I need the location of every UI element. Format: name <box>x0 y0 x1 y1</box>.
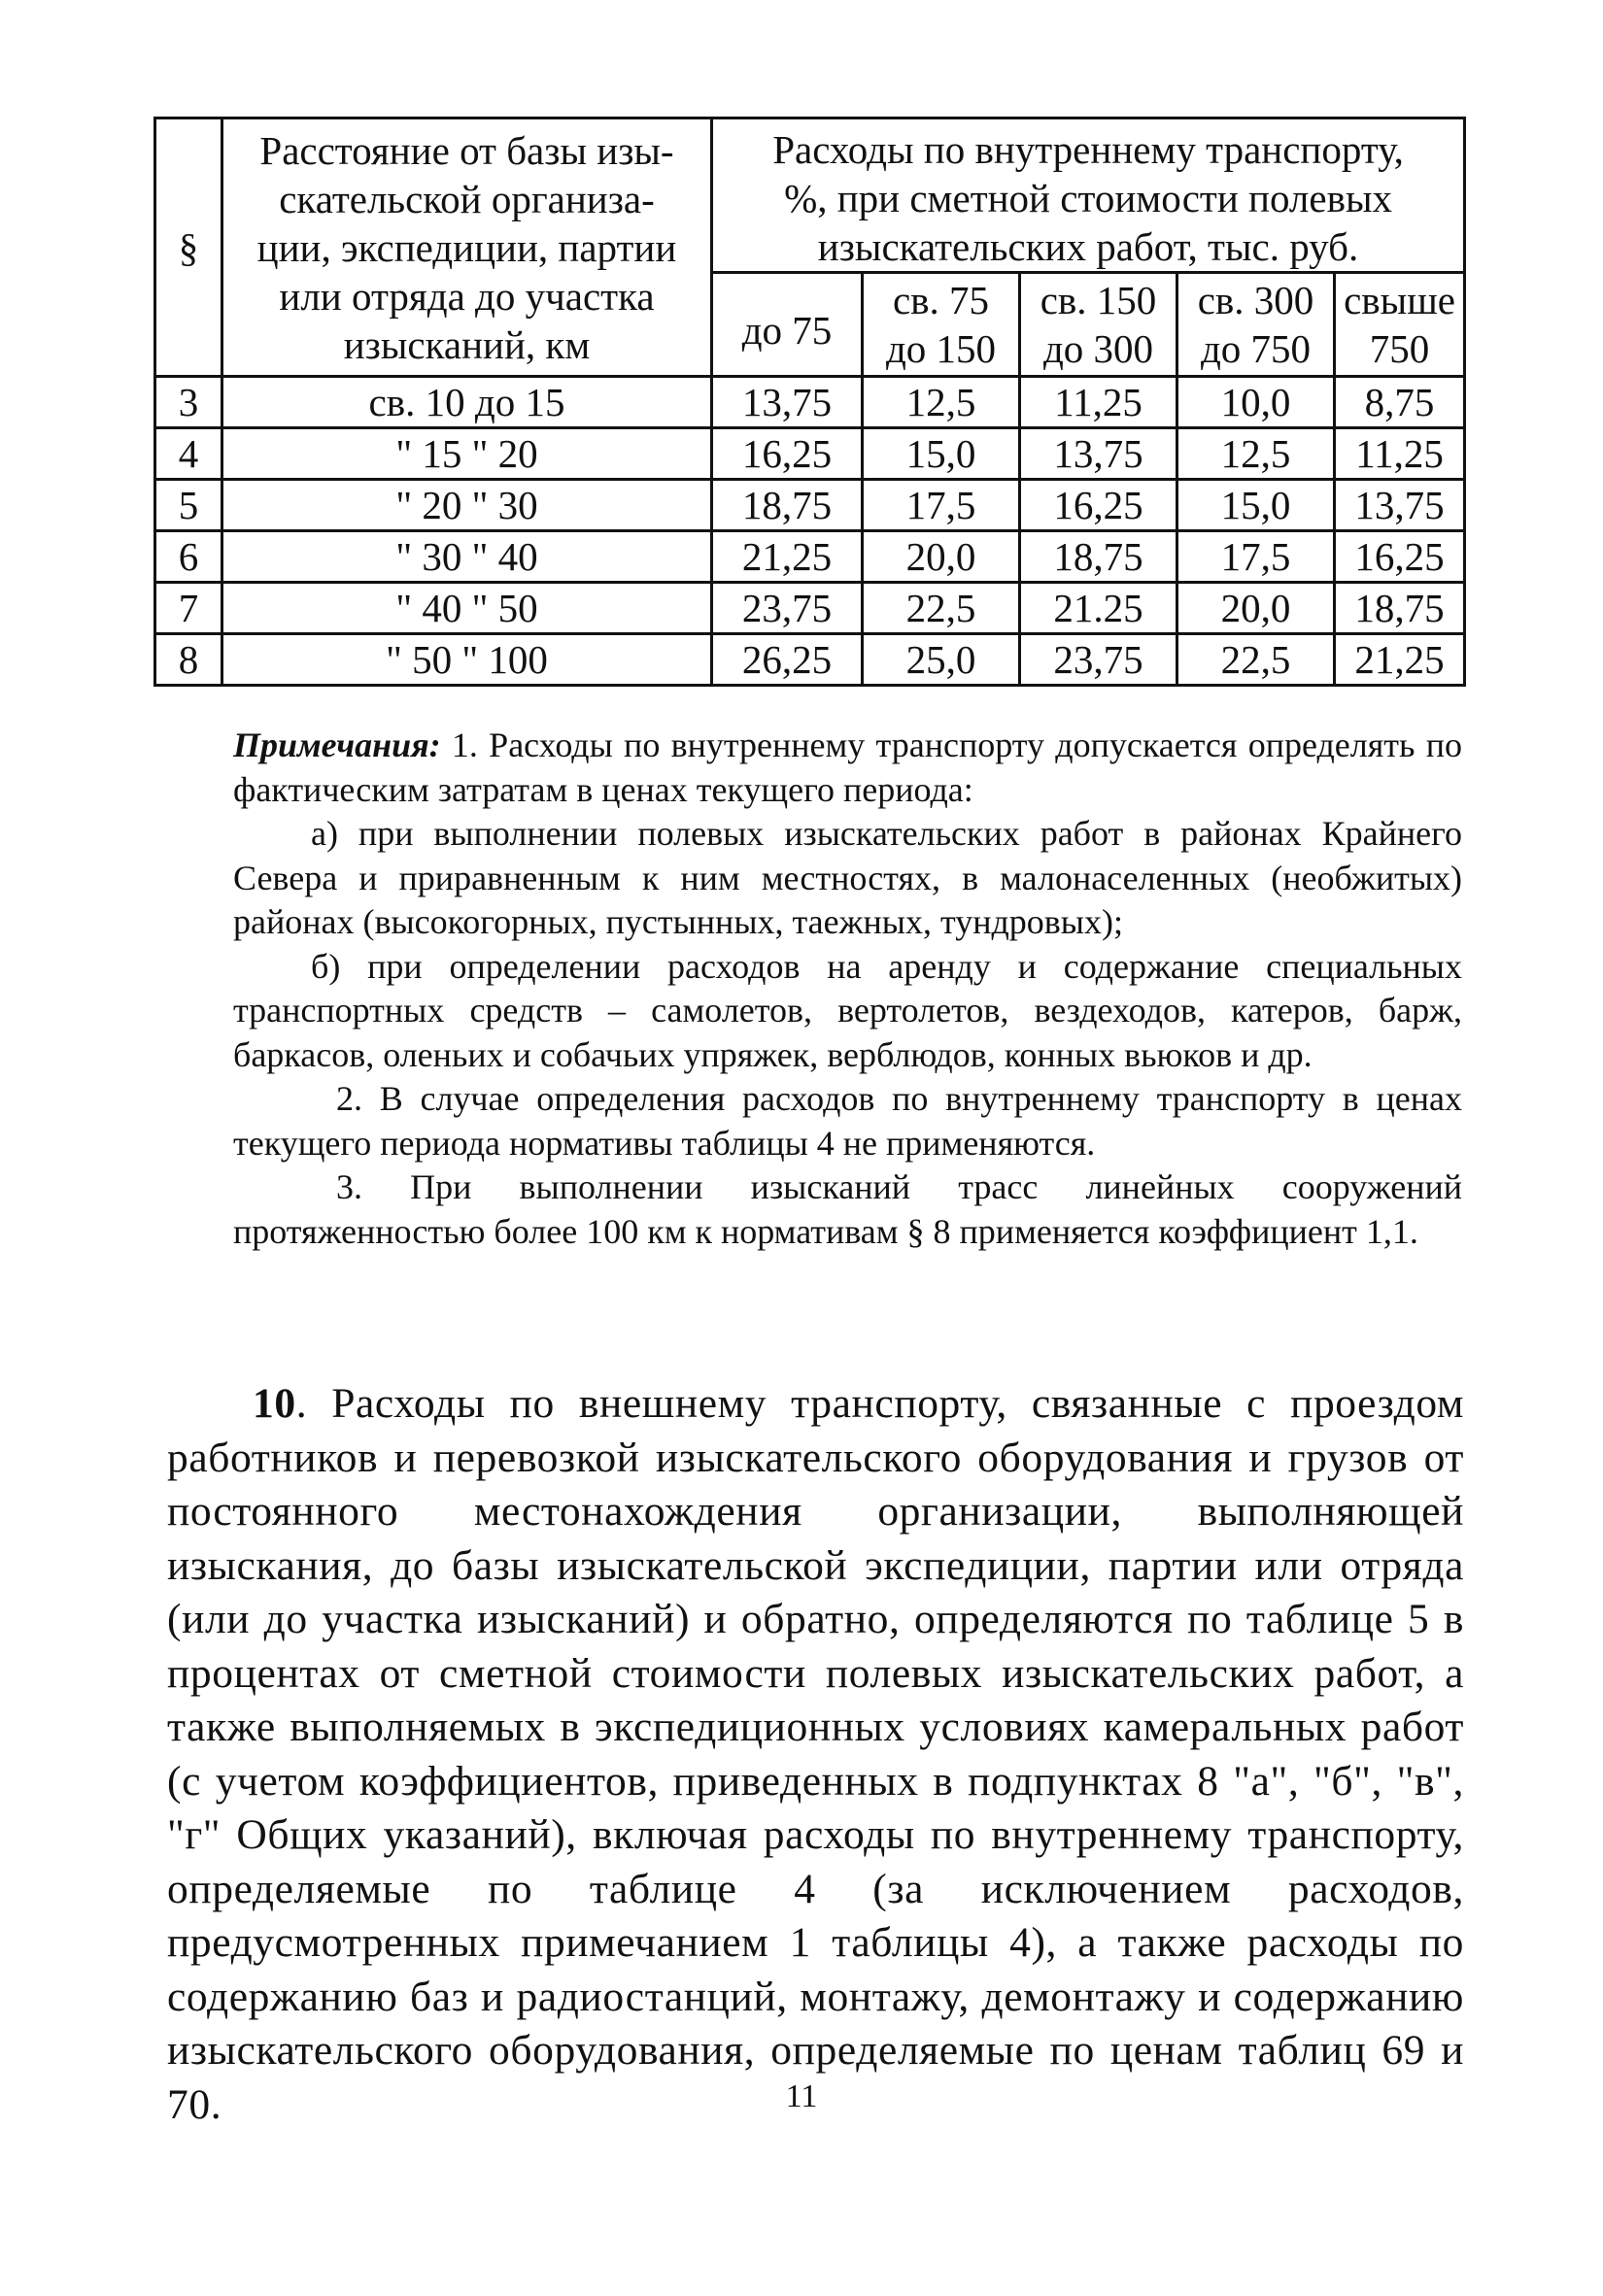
row-section-cell: 3 <box>155 377 222 428</box>
row-value-cell: 13,75 <box>1020 428 1177 480</box>
row-section-cell: 5 <box>155 480 222 531</box>
row-distance-cell: св. 10 до 15 <box>222 377 712 428</box>
header-cost-column-line: до 300 <box>1042 326 1154 371</box>
header-costs <box>712 118 1465 273</box>
row-section-cell: 6 <box>155 531 222 583</box>
row-section-cell: 4 <box>155 428 222 480</box>
header-cost-column <box>1020 273 1177 377</box>
row-value-cell: 21.25 <box>1020 583 1177 634</box>
header-costs-line: Расходы по внутреннему транспорту, <box>772 127 1404 172</box>
row-distance-cell: " 50 " 100 <box>222 634 712 686</box>
header-costs-line: %, при сметной стоимости полевых <box>784 176 1392 220</box>
table-row <box>155 428 1465 480</box>
paragraph-10-text <box>167 1377 1464 2132</box>
row-value-cell: 21,25 <box>712 531 863 583</box>
row-value-cell: 17,5 <box>1177 531 1335 583</box>
header-cost-column-line: свыше <box>1344 278 1455 322</box>
row-distance-cell: " 40 " 50 <box>222 583 712 634</box>
row-section-cell: 8 <box>155 634 222 686</box>
page-number: 11 <box>785 2078 818 2114</box>
row-value-cell: 23,75 <box>712 583 863 634</box>
note-2: 2. В случае определения расходов по внутреннему транспорту в ценах текущего периода нормативы таблицы 4 не применяются. <box>233 1079 1462 1163</box>
note-3: 3. При выполнении изысканий трасс линейных сооружений протяженностью более 100 км к нормативам § 8 применяется коэффициент 1,1. <box>233 1167 1462 1251</box>
row-value-cell: 12,5 <box>863 377 1020 428</box>
header-cost-column-line: 750 <box>1369 326 1430 371</box>
table-row <box>155 583 1465 634</box>
row-value-cell: 21,25 <box>1335 634 1465 686</box>
row-value-cell: 25,0 <box>863 634 1020 686</box>
header-cost-column <box>1177 273 1335 377</box>
row-value-cell: 23,75 <box>1020 634 1177 686</box>
header-cost-column-line: св. 300 <box>1197 278 1314 322</box>
header-distance-line: изысканий, км <box>343 321 591 367</box>
internal-transport-costs-table <box>153 117 1466 687</box>
row-value-cell: 16,25 <box>712 428 863 480</box>
header-costs-line: изыскательских работ, тыс. руб. <box>817 224 1359 269</box>
row-value-cell: 12,5 <box>1177 428 1335 480</box>
header-distance-line: скательской организа- <box>279 176 655 221</box>
header-cost-column <box>863 273 1020 377</box>
header-distance-line: ции, экспедиции, партии <box>256 224 677 270</box>
row-value-cell: 10,0 <box>1177 377 1335 428</box>
table-body <box>155 377 1465 686</box>
row-value-cell: 11,25 <box>1020 377 1177 428</box>
note-1b: б) при определении расходов на аренду и содержание специальных транспортных средств – самолетов, вертолетов, вездеходов, катеров, барж, баркасов, оленьих и собачьих упряжек, верблюдов, конных вьюков и др. <box>233 946 1462 1074</box>
header-cost-column-line: до 150 <box>885 326 997 371</box>
row-value-cell: 16,25 <box>1335 531 1465 583</box>
row-value-cell: 18,75 <box>1020 531 1177 583</box>
row-value-cell: 16,25 <box>1020 480 1177 531</box>
note-1a: а) при выполнении полевых изыскательских работ в районах Крайнего Севера и приравненным к ним местностях, в малонаселенных (необжитых) районах (высокогорных, пустынных, таежных, тундровых); <box>233 814 1462 941</box>
header-cost-column-line: до 75 <box>741 308 833 353</box>
table-row <box>155 480 1465 531</box>
header-distance <box>222 118 712 377</box>
table-row <box>155 634 1465 686</box>
header-cost-column <box>712 273 863 377</box>
row-value-cell: 18,75 <box>1335 583 1465 634</box>
table-header-row <box>155 118 1465 273</box>
row-distance-cell: " 15 " 20 <box>222 428 712 480</box>
row-value-cell: 8,75 <box>1335 377 1465 428</box>
row-value-cell: 26,25 <box>712 634 863 686</box>
header-cost-column-line: св. 75 <box>892 278 990 322</box>
note-1 <box>233 724 1462 812</box>
note-1-text: 1. Расходы по внутреннему транспорту допускается определять по фактическим затратам в ценах текущего периода: <box>233 726 1462 809</box>
notes-block <box>233 724 1462 1254</box>
header-distance-line: Расстояние от базы изы- <box>259 127 674 173</box>
row-value-cell: 13,75 <box>1335 480 1465 531</box>
row-value-cell: 11,25 <box>1335 428 1465 480</box>
header-cost-column-line: св. 150 <box>1040 278 1157 322</box>
header-cost-column <box>1335 273 1465 377</box>
paragraph-10 <box>167 1377 1464 2132</box>
header-section-sign: § <box>155 118 222 377</box>
table-row <box>155 531 1465 583</box>
row-value-cell: 22,5 <box>863 583 1020 634</box>
paragraph-body: . Расходы по внешнему транспорту, связанные с проездом работников и перевозкой изыскательского оборудования и грузов от постоянного местонахождения организации, выполняющей изыскания, до базы изыскательской экспедиции, партии или отряда (или до участка изысканий) и обратно, определяются по таблице 5 в процентах от сметной стоимости полевых изыскательских работ, а также выполняемых в экспедиционных условиях камеральных работ (с учетом коэффициентов, приведенных в подпунктах 8 "а", "б", "в", "г" Общих указаний), включая расходы по внутреннему транспорту, определяемые по таблице 4 (за исключением расходов, предусмотренных примечанием 1 таблицы 4), а также расходы по содержанию баз и радиостанций, монтажу, демонтажу и содержанию изыскательского оборудования, определяемые по ценам таблиц 69 и 70. <box>167 1380 1464 2128</box>
row-value-cell: 15,0 <box>1177 480 1335 531</box>
row-value-cell: 22,5 <box>1177 634 1335 686</box>
row-value-cell: 13,75 <box>712 377 863 428</box>
row-value-cell: 18,75 <box>712 480 863 531</box>
row-distance-cell: " 20 " 30 <box>222 480 712 531</box>
row-value-cell: 20,0 <box>863 531 1020 583</box>
row-value-cell: 17,5 <box>863 480 1020 531</box>
table-row <box>155 377 1465 428</box>
paragraph-number: 10 <box>253 1380 296 1427</box>
header-cost-column-line: до 750 <box>1200 326 1312 371</box>
row-distance-cell: " 30 " 40 <box>222 531 712 583</box>
row-value-cell: 20,0 <box>1177 583 1335 634</box>
notes-heading: Примечания: <box>233 726 441 764</box>
row-value-cell: 15,0 <box>863 428 1020 480</box>
header-distance-line: или отряда до участка <box>279 273 655 319</box>
row-section-cell: 7 <box>155 583 222 634</box>
